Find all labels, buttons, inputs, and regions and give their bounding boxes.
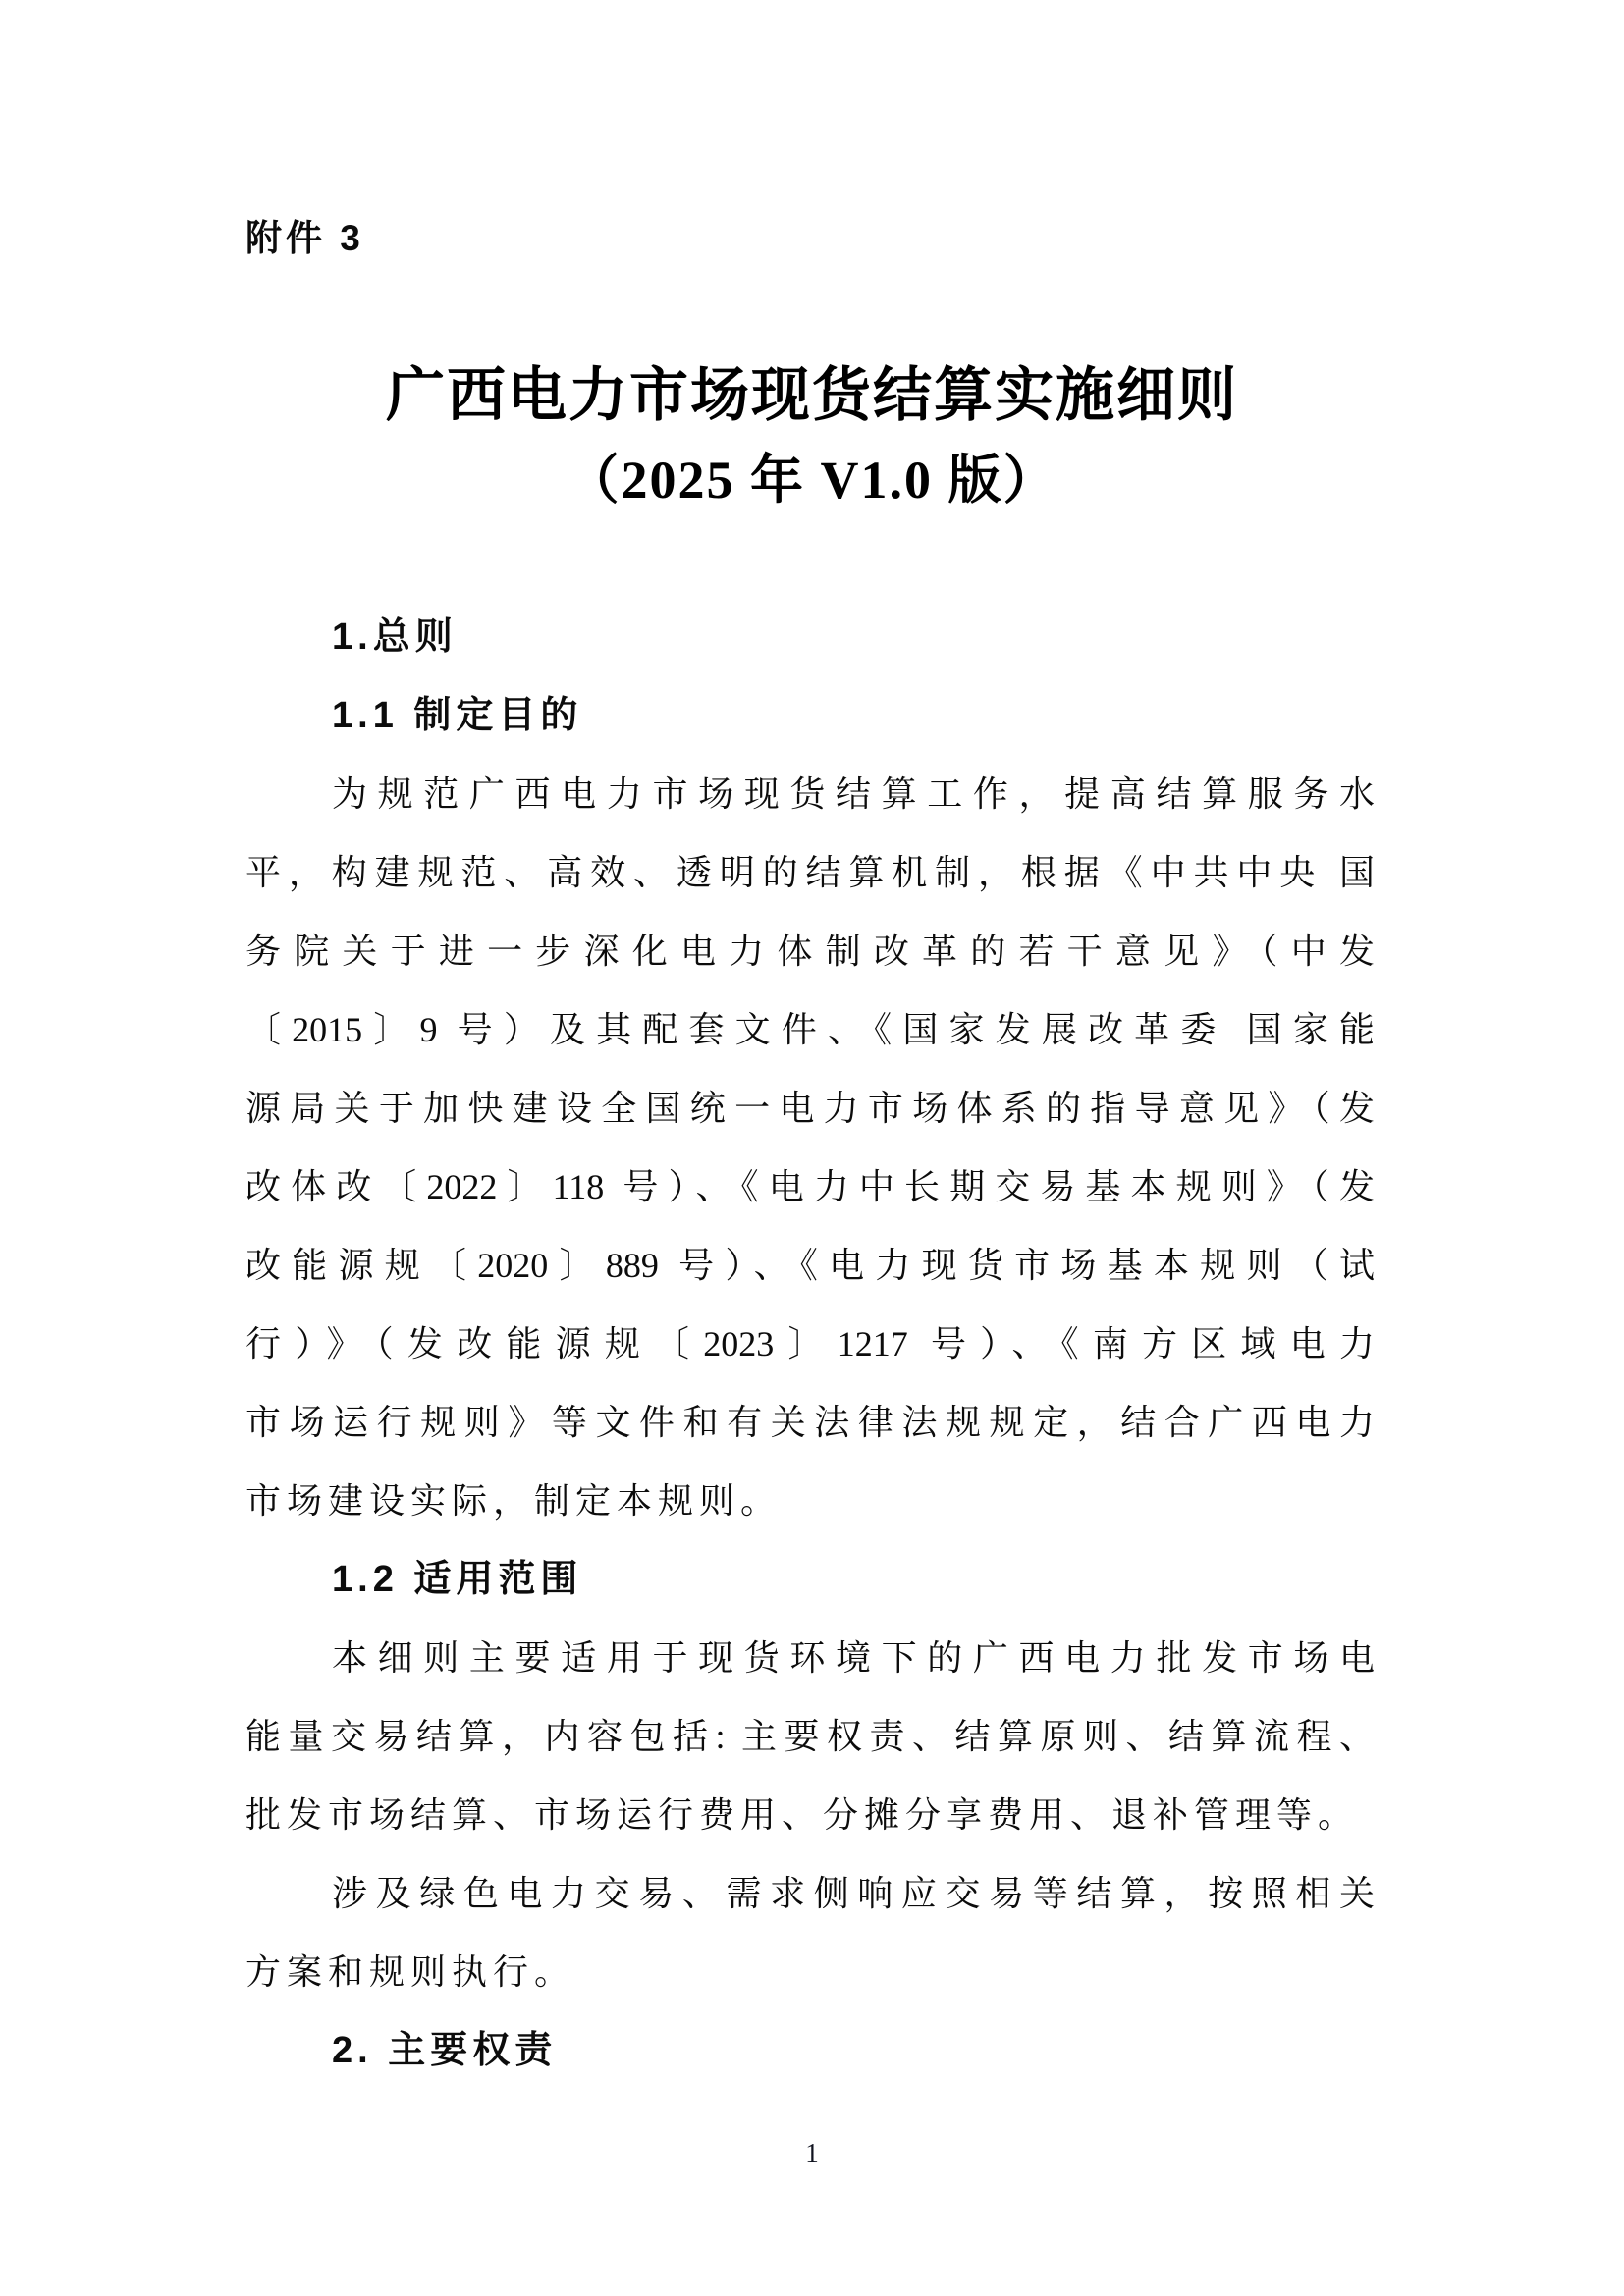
text-line: 改体改〔2022〕118 号）、《电力中长期交易基本规则》（发 [245, 1167, 1375, 1206]
text-line: 本细则主要适用于现货环境下的广西电力批发市场电 [332, 1638, 1375, 1678]
text-line: 能量交易结算，内容包括: 主要权责、结算原则、结算流程、 [245, 1717, 1375, 1756]
text-line: 为规范广西电力市场现货结算工作，提高结算服务水 [332, 774, 1375, 814]
text-line: 平，构建规范、高效、透明的结算机制，根据《中共中央 国 [245, 853, 1375, 892]
page-number: 1 [805, 2138, 819, 2167]
attachment-label: 附件 3 [245, 218, 364, 258]
text-line: 改能源规〔2020〕889 号）、《电力现货市场基本规则（试 [245, 1246, 1375, 1285]
text-line: 市场建设实际，制定本规则。 [245, 1481, 783, 1521]
document-title [0, 353, 1624, 522]
text-line: 方案和规则执行。 [245, 1952, 576, 1992]
section-heading: 1.2 适用范围 [332, 1559, 583, 1600]
text-line: 涉及绿色电力交易、需求侧响应交易等结算，按照相关 [332, 1874, 1375, 1913]
text-line: 市场运行规则》等文件和有关法律法规规定，结合广西电力 [245, 1403, 1375, 1442]
text-line: 务院关于进一步深化电力体制改革的若干意见》（中发 [245, 932, 1375, 971]
section-heading: 1.1 制定目的 [332, 695, 583, 736]
text-line: 行）》（发改能源规〔2023〕1217 号）、《南方区域电力 [245, 1324, 1375, 1363]
section-heading: 1.总则 [332, 616, 458, 658]
document-title-line2: （2025 年 V1.0 版） [566, 451, 1058, 509]
text-line: 源局关于加快建设全国统一电力市场体系的指导意见》（发 [245, 1089, 1375, 1128]
section-heading: 2. 主要权责 [332, 2030, 558, 2071]
text-line: 批发市场结算、市场运行费用、分摊分享费用、退补管理等。 [245, 1795, 1360, 1835]
document-title-line1: 广西电力市场现货结算实施细则 [386, 363, 1238, 428]
text-line: 〔2015〕9 号）及其配套文件、《国家发展改革委 国家能 [245, 1010, 1375, 1049]
document-body [245, 598, 1375, 2090]
